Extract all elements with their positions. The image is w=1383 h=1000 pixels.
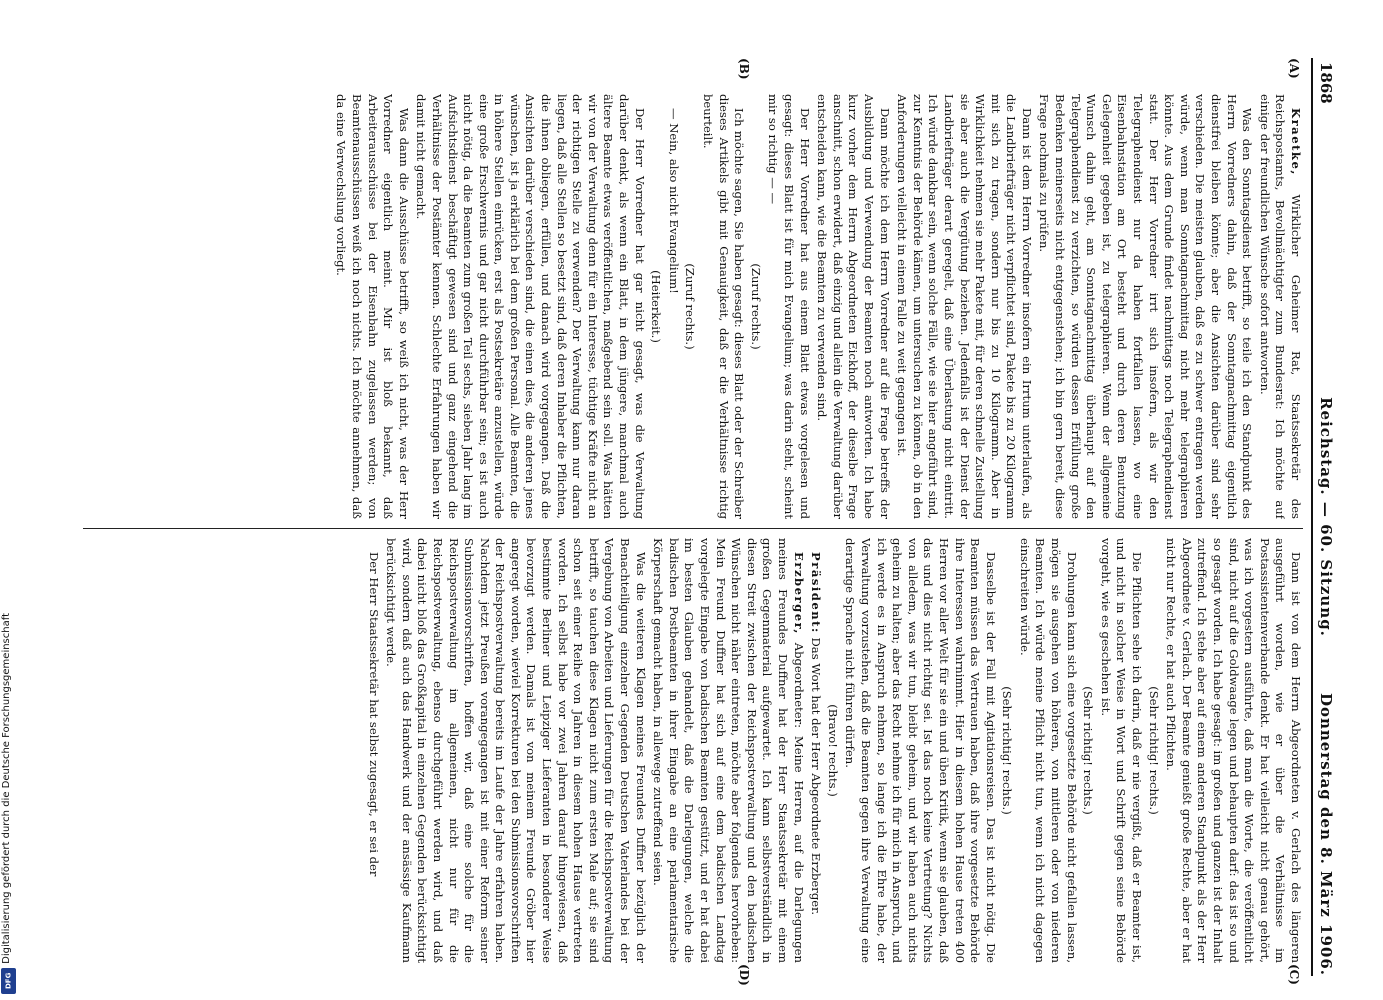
speech-text: Abgeordneter: Meine Herren, auf die Darlegungen meines Freundes Duffner hat der Herr Staatssekretär mit einem großen Gegenmaterial aufgewartet. Ich kann selbstverständlich in diesen Streit zwischen der Reichspostverwaltung und den badischen Wünschen nicht näher eintreten, möchte aber folgendes hervorheben: Mein Freund Duffner hat sich auf eine dem badischen Landtag vorgelegte Eingabe von badischen Beamten gestützt, und er hat dabei im besten Glauben gehandelt, daß die Darlegungen, welche die badischen Postbeamten in ihrer Eingabe an eine parlamentarische Körperschaft gemacht haben, in allewege zutreffend seien. bbox=[651, 538, 806, 963]
paragraph: Drohungen kann sich eine vorgesetzte Behörde nicht gefallen lassen, mögen sie ausgehen von höheren, von mittleren oder von niederen Beamten. Ich würde meine Pflicht nicht tun, wenn ich nicht dagegen einschreiten würde. bbox=[1017, 538, 1079, 963]
paragraph: — Nein, also nicht Evangelium! bbox=[666, 108, 681, 294]
paragraph: Der Herr Staatssekretär hat selbst zugesagt, er sei der bbox=[366, 552, 381, 877]
margin-marker-c: (C) bbox=[1287, 964, 1301, 985]
paragraph: Was den Sonntagsdienst betrifft, so teile ich den Standpunkt des Herrn Vorredners dahin, daß der Sonntagnachmittag eigentlich dienstfrei bleiben könnte; aber die Ansichten darüber sind sehr verschieden. Die meisten glauben, daß es zu schwer entragen werden würde, wenn man Sonntagnachmittag nicht mehr telegraphieren könnte. Aus dem Grunde findet nachmittags noch Telegraphendienst statt. Der Herr Vorredner irrt sich insofern, als wir den Telegraphendienst nur da haben fortfallen lassen, wo eine Eisenbahnstation am Ort besteht und durch deren Benutzung Gelegenheit gegeben ist, zu telegraphieren. Wenn der allgemeine Wunsch dahin geht, am Sonntagnachmittag überhaupt auf den Telegraphendienst zu verzichten, so würden dessen Erfüllung große Bedenken meinerseits nicht entgegenstehen; ich bin gern bereit, diese Frage nochmals zu prüfen. bbox=[1037, 94, 1255, 519]
paragraph bbox=[808, 538, 824, 963]
interjection: (Bravo! rechts.) bbox=[825, 704, 840, 797]
page-header bbox=[1309, 52, 1339, 982]
paragraph: Dann ist dem Herrn Vorredner insofern ein Irrtum unterlaufen, als die Landbriefträger nicht verpflichtet sind, Pakete bis zu 20 Kilogramm mit sich zu tragen, sondern nur bis zu 10 Kilogramm. Aber in Wirklichkeit nehmen sie mehr Pakete mit, für deren schnelle Zustellung sie aber auch die Vergütung beziehen. Jedenfalls ist der Dienst der Landbriefträger derart geregelt, daß eine Überlastung nicht eintritt. Ich würde dankbar sein, wenn solche Fälle, wie sie hier angeführt sind, zur Kenntnis der Behörde kämen, um untersuchen zu können, ob in den Anforderungen vielleicht in einem Falle zu weit gegangen ist. bbox=[895, 94, 1034, 519]
digitization-credit: Digitalisierung gefördert durch die Deutsche Forschungsgemeinschaft bbox=[1, 613, 12, 964]
speaker-name: Präsident: bbox=[809, 552, 824, 634]
left-column bbox=[83, 94, 1303, 519]
interjection: (Sehr richtig! rechts.) bbox=[1000, 686, 1015, 815]
right-column bbox=[83, 538, 1303, 963]
session-date: Donnerstag den 8. März 1906. bbox=[1317, 692, 1335, 976]
interjection: (Sehr richtig! rechts.) bbox=[1081, 686, 1096, 815]
interjection: (Zuruf rechts.) bbox=[748, 263, 763, 350]
column-divider bbox=[83, 528, 1303, 529]
interjection: (Sehr richtig! rechts.) bbox=[1146, 686, 1161, 815]
speech-text: Wirklicher Geheimer Rat, Staatssekretär des Reichspostamts, Bevollmächtigter zum Bundesrat: Ich möchte auf einige der freundlichen Wünsche sofort antworten. bbox=[1257, 94, 1303, 519]
speaker-name: Erzberger, bbox=[791, 552, 806, 635]
paragraph: Dann möchte ich dem Herrn Vorredner auf die Frage betreffs der Ausbildung und Verwendung der Beamten noch antworten. Ich habe kurz vorher dem Herrn Abgeordneten Eickhoff, der dieselbe Frage anschnitt, schon erwidert, daß einzig und allein die Verwaltung darüber entscheiden kann, wie die Beamten zu verwenden sind. bbox=[815, 94, 892, 519]
paragraph: Der Herr Vorredner hat aus einem Blatt etwas vorgelesen und gesagt: dieses Blatt ist für mich Evangelium; was darin steht, scheint mir so richtig — — bbox=[766, 94, 812, 519]
paragraph: Ich möchte sagen, Sie haben gesagt: dieses Blatt oder der Schreiber dieses Artikels gibt mit Genauigkeit, daß er die Verhältnisse richtig beurteilt. bbox=[701, 94, 747, 519]
paragraph: Der Herr Vorredner hat gar nicht gesagt, was die Verwaltung darüber denkt, als wenn ein Blatt, in dem jüngere, manchmal auch ältere Beamte etwas veröffentlichen, maßgebend sein soll. Was hätten wir von der Verwaltung denn für ein Interesse, tüchtige Kräfte nicht an der richtigen Stelle zu verwenden? Der Verwaltung kann nur daran liegen, daß alle Stellen so besetzt sind, daß deren Inhaber die Pflichten, die ihnen obliegen, erfüllen, und danach wird vorgegangen. Daß die Ansichten darüber verschieden sind, die einen dies, die anderen jenes wünschen, ist ja erklärlich bei dem großen Personal. Alle Beamten, die in höhere Stellen einrücken, erst als Postsekretäre anzustellen, würde eine große Erschwernis und gar nicht durchführbar sein; es ist auch nicht nötig, da die Beamten zum großen Teil sechs, sieben Jahr lang im Aufsichtsdienst beschäftigt gewesen sind und ganz eingehend die Verhältnisse der Postämter kennen. Schlechte Erfahrungen haben wir damit nicht gemacht. bbox=[414, 94, 647, 519]
paragraph: Dasselbe ist der Fall mit Agitationsreisen. Das ist nicht nötig. Die Beamten müssen das Vertrauen haben, daß ihre vorgesetzte Behörde ihre Interessen wahrnimmt. Hier in diesem hohen Hause treten 400 Herren vor aller Welt für sie ein und üben Kritik, wenn sie glauben, daß das und dies nicht richtig sei. Ist das noch keine Vertretung? Nichts von alledem, was wir tun, bleibt geheim, und wir haben auch nichts geheim zu halten; aber das Recht nehme ich für mich in Anspruch, und ich werde es in Anspruch nehmen, so lange ich die Ehre habe, der Verwaltung vorzustehen, daß die Beamten gegen ihre Verwaltung eine derartige Sprache nicht führen dürfen. bbox=[843, 538, 998, 963]
paragraph bbox=[1256, 94, 1303, 519]
paragraph: Was dann die Ausschüsse betrifft, so weiß ich nicht, was der Herr Vorredner eigentlich meint. Mir ist bloß bekannt, daß Arbeiterausschüsse bei der Eisenbahn zugelassen werden; von Beamtenausschüssen weiß ich noch nichts. Ich möchte annehmen, daß da eine Verwechslung vorliegt. bbox=[334, 94, 411, 519]
newspaper-page bbox=[69, 52, 1339, 986]
margin-marker-b: (B) bbox=[737, 58, 751, 80]
sidebar-credit-strip bbox=[0, 0, 18, 1000]
speech-text: Das Wort hat der Herr Abgeordnete Erzberger. bbox=[809, 637, 824, 916]
paragraph bbox=[650, 538, 806, 963]
paragraph: Dann ist von dem Herrn Abgeordneten v. Gerlach des längeren ausgeführt worden, wie er über die Verhältnisse im Postassistentenverbande denkt. Er hat vielleicht nicht genau gehört, was ich vorgestern ausführte, daß man die Worte, die veröffentlicht sind, nicht auf die Goldwaage legen und behaupten darf: das ist so und so gesagt worden. Ich habe gesagt: im großen und ganzen ist der Inhalt zutreffend. Ich stehe aber auf einem anderen Standpunkt als der Herr Abgeordnete v. Gerlach. Der Beamte genießt große Rechte, aber er hat nicht nur Rechte, er hat auch Pflichten. bbox=[1164, 538, 1303, 963]
margin-marker-d: (D) bbox=[737, 964, 751, 986]
page-title: Reichstag. — 60. Sitzung. bbox=[1317, 397, 1335, 637]
interjection: (Zuruf rechts.) bbox=[683, 263, 698, 350]
page-number: 1868 bbox=[1317, 62, 1335, 104]
interjection: (Heiterkeit.) bbox=[649, 270, 664, 343]
dfg-logo: DFG bbox=[1, 968, 16, 994]
header-rule bbox=[1311, 58, 1313, 976]
rotated-page bbox=[69, 52, 1339, 986]
speaker-name: Kraetke, bbox=[1289, 108, 1303, 176]
paragraph: Die Pflichten sehe ich darin, daß er nie vergißt, daß er Beamter ist, und nicht in solcher Weise in Wort und Schrift gegen seine Behörde vorgeht, wie es geschehen ist. bbox=[1098, 538, 1145, 963]
margin-marker-a: (A) bbox=[1287, 58, 1301, 79]
paragraph: Was die weiteren Klagen meines Freundes Duffner bezüglich der Benachteiligung einzelner Gegenden Deutschen Vaterlandes bei der Vergebung von Arbeiten und Lieferungen für die Reichspostverwaltung betrifft, so tauchen diese Klagen nicht zum ersten Male auf; sie sind schon seit einer Reihe von Jahren in diesem hohen Hause vertreten worden. Ich selbst habe vor zwei Jahren darauf hingewiesen, daß bestimmte Berliner und Leipziger Lieferanten in besonderer Weise bevorzugt werden. Damals ist von meinem Freunde Gröber hier angeregt worden, wieviel Korrekturen bei den Submissionsvorschriften der Reichspostverwaltung bereits im Laufe der Jahre erfahren haben. Nachdem jetzt Preußen vorangegangen ist mit einer Reform seiner Submissionsvorschriften, hoffen wir, daß eine solche für die Reichspostverwaltung im allgemeinen, nicht nur für die Reichspostverwaltung, ebenso durchgeführt werden wird, und daß dabei nicht bloß das Großkapital in einzelnen Gegenden berücksichtigt wird, sondern daß auch das Handwerk und der ansässige Kaufmann berücksichtigt werde. bbox=[384, 538, 648, 963]
